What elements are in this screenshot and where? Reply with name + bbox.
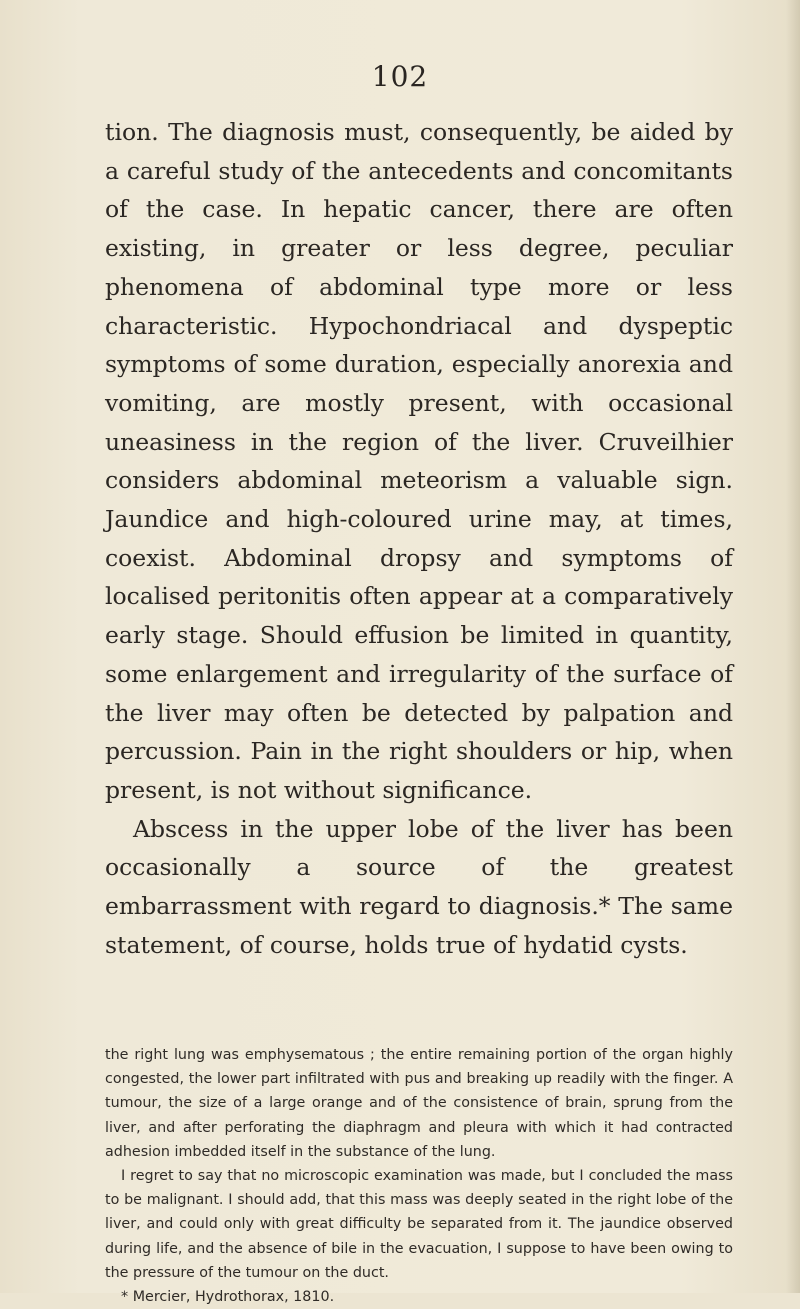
footnote-mercier: * Mercier, Hydrothorax, 1810. — [121, 1289, 335, 1306]
main-text — [105, 113, 733, 964]
paragraph-diagnosis: tion. The diagnosis must, consequently, be aided by a careful study of the antecedents and concomitants of the case. In hepatic cancer, there are often existing, in greater or less degree, peculiar phenomena of abdominal type more or less characteristic. Hypochondriacal and dyspeptic symptoms of some duration, especially anorexia and vomiting, are mostly present, with occasional uneasiness in the region of the liver. Cruveilhier considers abdominal meteorism a valuable sign. Jaundice and high-coloured urine may, at times, coexist. Abdominal dropsy and symptoms of localised peritonitis often appear at a comparatively early stage. Should effusion be limited in quantity, some enlargement and irregularity of the surface of the liver may often be detected by palpation and percussion. Pain in the right shoulders or hip, when present, is not without significance. — [105, 118, 733, 804]
case-notes — [105, 1043, 733, 1309]
note-lung: the right lung was emphysematous ; the entire remaining portion of the organ highly congested, the lower part infiltrated with pus and breaking up readily with the finger. A tumour, the size of a large orange and of the consistence of brain, sprung from the liver, and after perforating the diaphragm and pleura with which it had contracted adhesion imbedded itself in the substance of the lung. — [105, 1047, 733, 1160]
page-edge-shadow — [786, 0, 800, 1293]
page-number: 102 — [371, 60, 429, 93]
note-microscopic: I regret to say that no microscopic examination was made, but I concluded the mass to be malignant. I should add, that this mass was deeply seated in the right lobe of the liver, and could only with great difficulty be separated from it. The jaundice observed during life, and the absence of bile in the evacuation, I suppose to have been owing to the pressure of the tumour on the duct. — [105, 1168, 733, 1281]
paragraph-abscess: Abscess in the upper lobe of the liver has been occasionally a source of the greatest embarrassment with regard to diagnosis.* The same statement, of course, holds true of hydatid cysts. — [105, 814, 733, 959]
